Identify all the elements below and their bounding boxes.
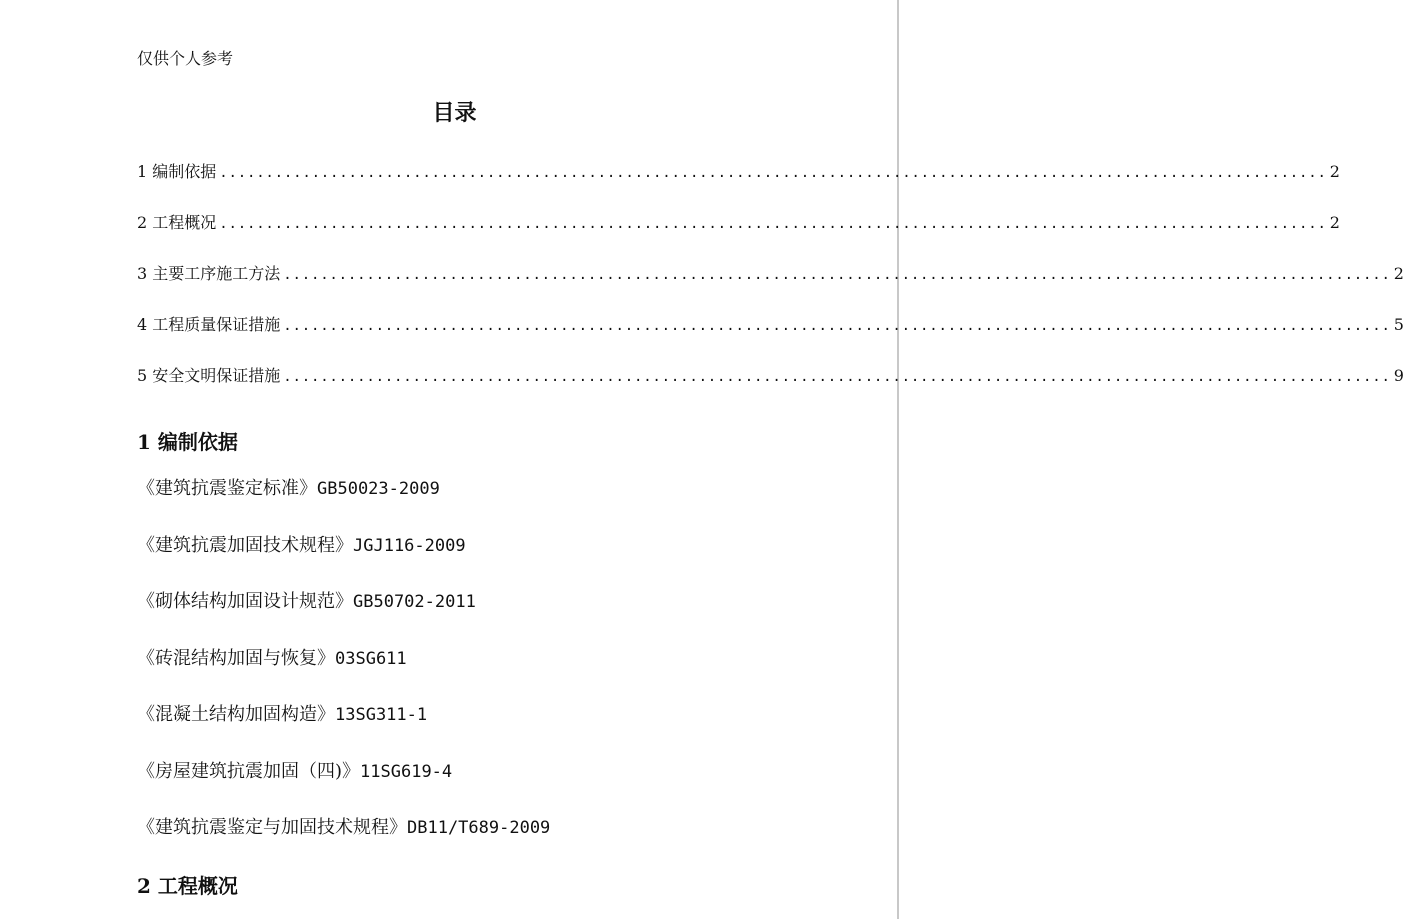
reference-title: 《房屋建筑抗震加固（四)》 <box>137 761 361 782</box>
section-heading-1: 1 编制依据 <box>137 430 238 454</box>
toc-entry[interactable] <box>137 313 1404 337</box>
reference-title: 《混凝土结构加固构造》 <box>137 704 335 725</box>
toc-entry-label: 2 工程概况 <box>137 213 217 232</box>
reference-item <box>137 815 550 841</box>
reference-code: GB50023-2009 <box>317 479 440 499</box>
reference-title: 《砌体结构加固设计规范》 <box>137 591 353 612</box>
reference-item <box>137 759 452 785</box>
reference-item <box>137 589 476 615</box>
toc-entry[interactable] <box>137 211 1340 235</box>
reference-code: 13SG311-1 <box>335 705 428 725</box>
toc-entry-page: 5 <box>1393 315 1404 334</box>
toc-entry-label: 4 工程质量保证措施 <box>137 315 281 334</box>
reference-code: 11SG619-4 <box>360 762 453 782</box>
reference-title: 《建筑抗震鉴定与加固技术规程》 <box>137 817 407 838</box>
toc-leader-dots: ........................................................................................................................ <box>283 318 1391 334</box>
reference-code: 03SG611 <box>335 649 407 669</box>
toc-title: 目录 <box>432 100 477 126</box>
header-note: 仅供个人参考 <box>137 49 234 68</box>
toc-entry-page: 9 <box>1393 366 1404 385</box>
toc-entry-page: 2 <box>1393 264 1404 283</box>
reference-title: 《建筑抗震鉴定标准》 <box>137 478 317 499</box>
reference-title: 《建筑抗震加固技术规程》 <box>137 535 353 556</box>
toc-entry[interactable] <box>137 364 1404 388</box>
toc-entry-label: 1 编制依据 <box>137 162 217 181</box>
reference-item <box>137 646 407 672</box>
toc-entry[interactable] <box>137 262 1404 286</box>
reference-item <box>137 476 440 502</box>
toc-leader-dots: ........................................................................................................................ <box>219 165 1327 181</box>
toc-leader-dots: ........................................................................................................................ <box>219 216 1327 232</box>
toc-leader-dots: ........................................................................................................................ <box>283 267 1391 283</box>
toc-leader-dots: ........................................................................................................................ <box>283 369 1391 385</box>
reference-code: DB11/T689-2009 <box>407 818 551 838</box>
reference-code: GB50702-2011 <box>353 592 476 612</box>
toc-entry-page: 2 <box>1329 162 1340 181</box>
reference-code: JGJ116-2009 <box>353 536 466 556</box>
toc-entry-label: 5 安全文明保证措施 <box>137 366 281 385</box>
reference-item <box>137 533 466 559</box>
toc-entry[interactable] <box>137 160 1340 184</box>
toc-entry-page: 2 <box>1329 213 1340 232</box>
reference-item <box>137 702 427 728</box>
toc-entry-label: 3 主要工序施工方法 <box>137 264 281 283</box>
section-heading-2: 2 工程概况 <box>137 874 238 898</box>
reference-title: 《砖混结构加固与恢复》 <box>137 648 335 669</box>
